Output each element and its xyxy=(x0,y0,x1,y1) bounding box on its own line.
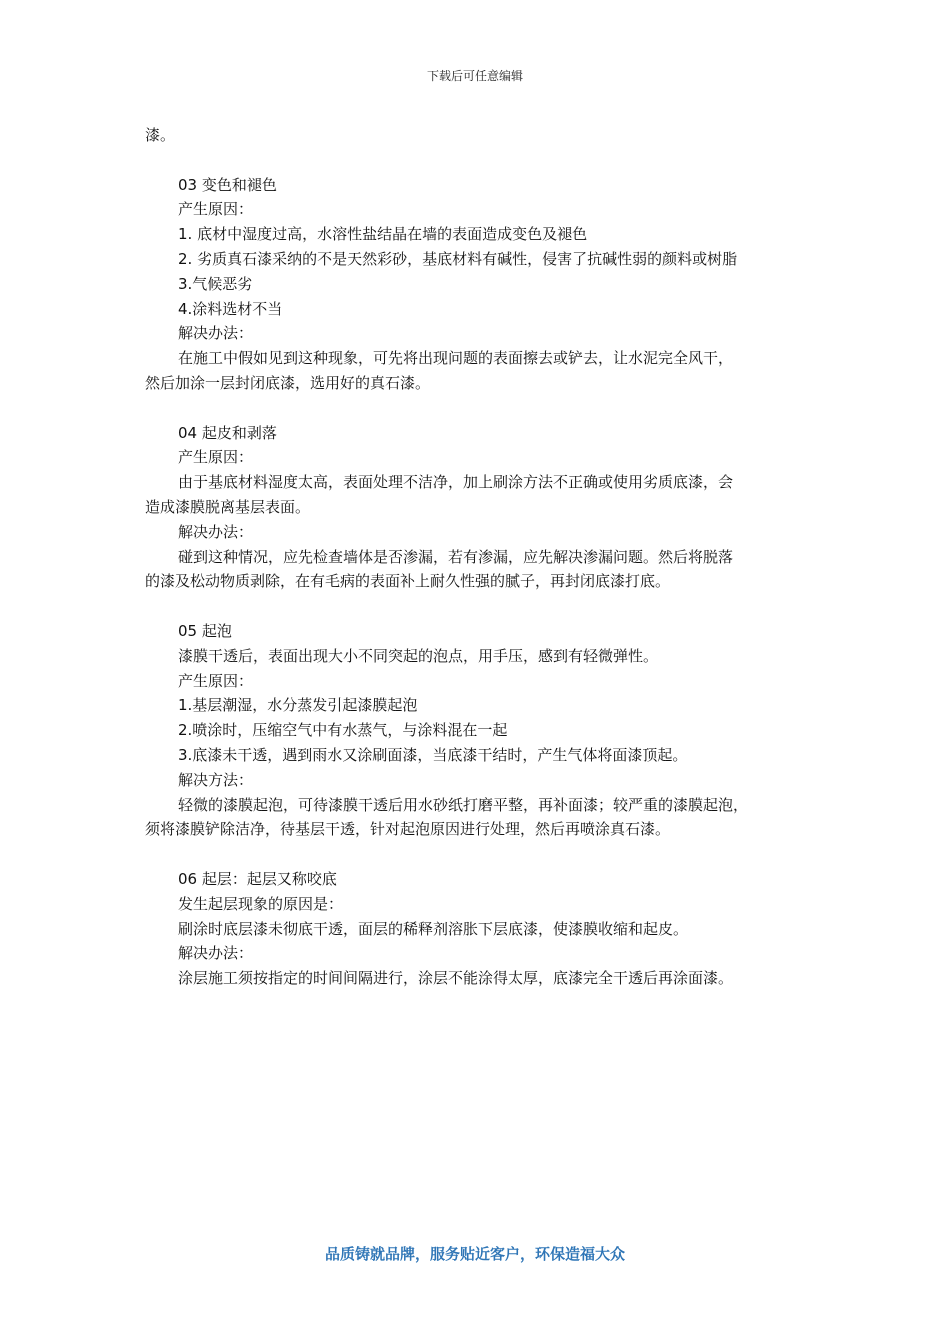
cause-item: 2. 劣质真石漆采纳的不是天然彩砂，基底材料有碱性，侵害了抗碱性弱的颜料或树脂 xyxy=(178,249,738,268)
solution-label: 解决办法： xyxy=(178,944,254,963)
section-06 xyxy=(145,867,810,991)
cause-item: 1. 底材中湿度过高，水溶性盐结晶在墙的表面造成变色及褪色 xyxy=(178,225,588,244)
section-05 xyxy=(145,619,810,842)
solution-text-cont: 然后加涂一层封闭底漆，选用好的真石漆。 xyxy=(145,373,431,392)
cause-label: 产生原因： xyxy=(178,448,254,467)
cause-label: 发生起层现象的原因是： xyxy=(178,894,344,913)
solution-text-cont: 须将漆膜铲除洁净，待基层干透，针对起泡原因进行处理，然后再喷涂真石漆。 xyxy=(145,820,671,839)
solution-label: 解决方法： xyxy=(178,770,254,789)
cause-label: 产生原因： xyxy=(178,671,254,690)
cause-text-cont: 造成漆膜脱离基层表面。 xyxy=(145,497,311,516)
cause-item: 2.喷涂时，压缩空气中有水蒸气，与涂料混在一起 xyxy=(178,721,508,740)
section-title: 05 起泡 xyxy=(178,621,232,640)
cause-text: 由于基底材料湿度太高，表面处理不洁净，加上刷涂方法不正确或使用劣质底漆，会 xyxy=(178,473,734,492)
spacer xyxy=(145,594,810,619)
spacer xyxy=(145,842,810,867)
cause-item: 3.底漆未干透，遇到雨水又涂刷面漆，当底漆干结时，产生气体将面漆顶起。 xyxy=(178,745,688,764)
page-header: 下载后可任意编辑 xyxy=(426,69,523,83)
cause-text: 刷涂时底层漆未彻底干透，面层的稀释剂溶胀下层底漆，使漆膜收缩和起皮。 xyxy=(178,919,689,938)
continued-text: 漆。 xyxy=(145,126,176,144)
solution-label: 解决办法： xyxy=(178,324,254,343)
spacer xyxy=(145,396,810,421)
section-description: 漆膜干透后，表面出现大小不同突起的泡点，用手压，感到有轻微弹性。 xyxy=(178,646,659,665)
cause-item: 4.涂料选材不当 xyxy=(178,299,283,318)
document-body xyxy=(145,123,810,991)
solution-label: 解决办法： xyxy=(178,522,254,541)
solution-text: 涂层施工须按指定的时间间隔进行，涂层不能涂得太厚，底漆完全干透后再涂面漆。 xyxy=(178,969,734,988)
solution-text: 轻微的漆膜起泡，可待漆膜干透后用水砂纸打磨平整，再补面漆；较严重的漆膜起泡， xyxy=(178,795,749,814)
solution-text-cont: 的漆及松动物质剥除，在有毛病的表面补上耐久性强的腻子，再封闭底漆打底。 xyxy=(145,572,671,591)
section-title: 04 起皮和剥落 xyxy=(178,423,277,442)
section-title: 06 起层：起层又称咬底 xyxy=(178,869,337,888)
solution-text: 碰到这种情况，应先检查墙体是否渗漏，若有渗漏，应先解决渗漏问题。然后将脱落 xyxy=(178,547,734,566)
cause-label: 产生原因： xyxy=(178,200,254,219)
footer-slogan: 品质铸就品牌，服务贴近客户，环保造福大众 xyxy=(324,1245,625,1263)
cause-item: 1.基层潮湿，水分蒸发引起漆膜起泡 xyxy=(178,696,418,715)
section-03 xyxy=(145,173,810,396)
spacer xyxy=(145,148,810,173)
section-title: 03 变色和褪色 xyxy=(178,175,277,194)
section-04 xyxy=(145,421,810,595)
cause-item: 3.气候恶劣 xyxy=(178,274,253,293)
solution-text: 在施工中假如见到这种现象，可先将出现问题的表面擦去或铲去，让水泥完全风干， xyxy=(178,349,734,368)
